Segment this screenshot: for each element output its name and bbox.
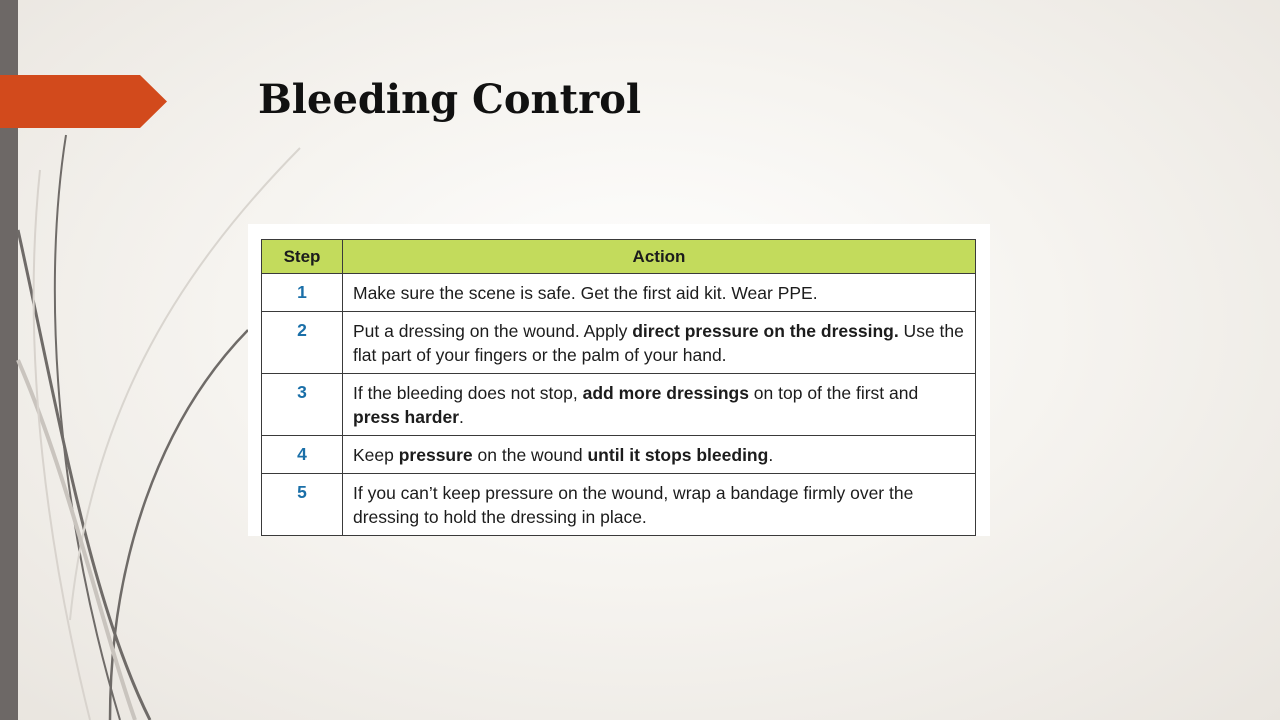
step-action (343, 436, 976, 474)
action-text: on top of the first and (748, 383, 919, 403)
table-row (262, 312, 976, 374)
header-step: Step (262, 240, 343, 274)
steps-table-card (248, 224, 990, 536)
step-action (343, 474, 976, 536)
title-arrow-marker (0, 75, 167, 128)
table-header-row (262, 240, 976, 274)
table-row (262, 474, 976, 536)
action-text: . (459, 407, 464, 427)
action-text: Use the flat part of your fingers or the palm of your hand. (353, 321, 964, 365)
action-text: If you can’t keep pressure on the wound, wrap a bandage firmly over the dressing to hold the dressing in place. (353, 483, 914, 527)
step-action (343, 374, 976, 436)
action-text: on the wound (472, 445, 588, 465)
header-action: Action (343, 240, 976, 274)
bleeding-control-table (261, 239, 976, 536)
action-emphasis: pressure (398, 445, 473, 465)
action-emphasis: direct pressure on the dressing. (632, 321, 899, 341)
table-row (262, 374, 976, 436)
step-number: 3 (262, 374, 343, 436)
table-row (262, 436, 976, 474)
action-text: If the bleeding does not stop, (353, 383, 583, 403)
action-emphasis: press harder (353, 407, 460, 427)
step-number: 4 (262, 436, 343, 474)
action-text: Put a dressing on the wound. Apply (353, 321, 633, 341)
table-body (262, 274, 976, 536)
step-number: 1 (262, 274, 343, 312)
action-text: Keep (353, 445, 399, 465)
step-action (343, 312, 976, 374)
slide-title: Bleeding Control (258, 76, 642, 123)
action-emphasis: add more dressings (582, 383, 749, 403)
action-emphasis: until it stops bleeding (587, 445, 769, 465)
step-number: 2 (262, 312, 343, 374)
step-number: 5 (262, 474, 343, 536)
table-row (262, 274, 976, 312)
action-text: Make sure the scene is safe. Get the first aid kit. Wear PPE. (353, 283, 818, 303)
action-text: . (768, 445, 774, 465)
step-action (343, 274, 976, 312)
